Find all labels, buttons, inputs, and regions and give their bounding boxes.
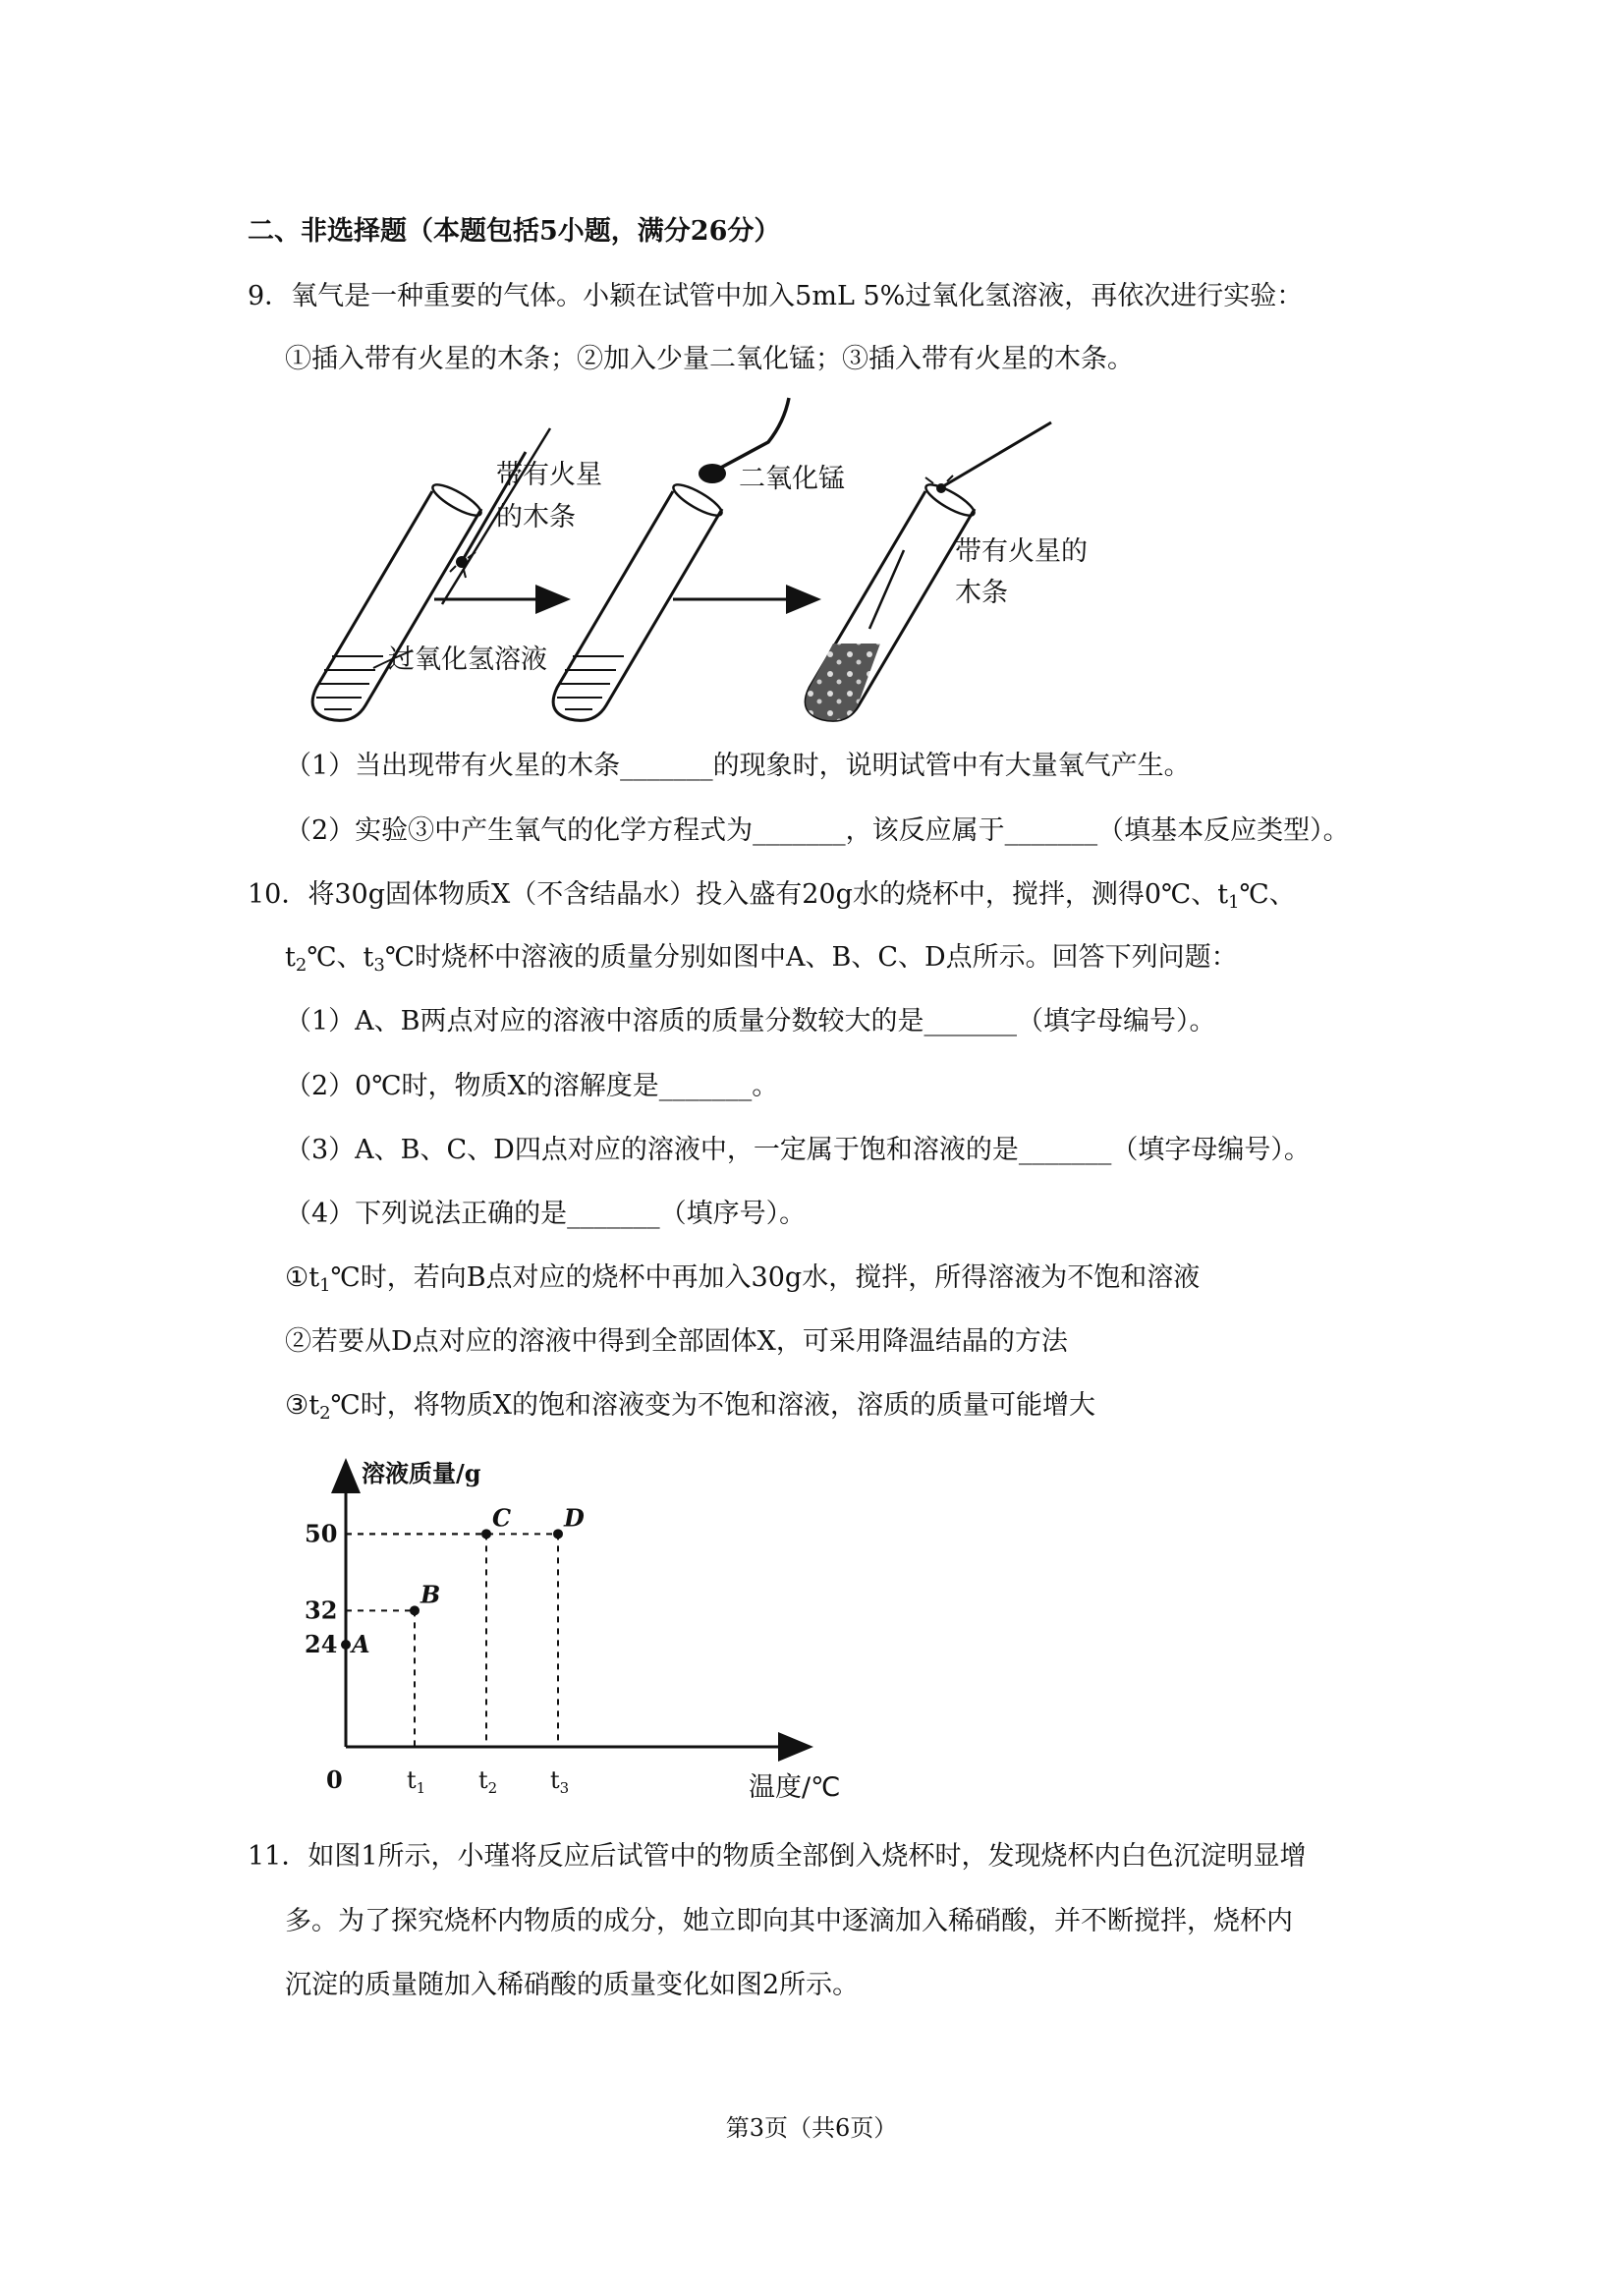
page-footer: 第3页（共6页） <box>725 2114 898 2142</box>
label-splint-1b: 的木条 <box>496 502 576 532</box>
y-tick-label-32: 32 <box>305 1596 338 1625</box>
point-label-D: D <box>564 1503 585 1533</box>
q10-stem-line1: 10．将30g固体物质X（不含结晶水）投入盛有20g水的烧杯中，搅拌，测得0℃、$t_1℃$、 <box>248 879 1296 913</box>
q10-sub3: （3）A、B、C、D四点对应的溶液中，一定属于饱和溶液的是_______（填字母编号）。 <box>285 1135 1311 1165</box>
spatula <box>717 398 789 470</box>
mno2-powder <box>699 464 726 483</box>
q10-option-3: $③t_2℃$时，将物质X的饱和溶液变为不饱和溶液，溶质的质量可能增大 <box>285 1390 1095 1424</box>
section-heading: 二、非选择题（本题包括5小题，满分26分） <box>248 216 781 247</box>
q9-test-tube-figure <box>295 393 1179 727</box>
q10-sub1: （1）A、B两点对应的溶液中溶质的质量分数较大的是_______（填字母编号）。 <box>285 1006 1216 1036</box>
test-tube-2 <box>553 398 789 720</box>
q10-sub2: （2）0℃时，物质X的溶解度是_______。 <box>285 1071 779 1101</box>
point-A <box>341 1640 351 1650</box>
point-label-C: C <box>492 1503 512 1533</box>
q10-option-2: ②若要从D点对应的溶液中得到全部固体X，可采用降温结晶的方法 <box>285 1326 1068 1357</box>
x-axis-label: 温度/℃ <box>749 1772 841 1803</box>
label-splint-1a: 带有火星 <box>496 460 602 490</box>
point-B <box>410 1605 420 1615</box>
label-splint-3b: 木条 <box>955 578 1008 608</box>
q11-line3: 沉淀的质量随加入稀硝酸的质量变化如图2所示。 <box>285 1970 860 2000</box>
q9-sub2: （2）实验③中产生氧气的化学方程式为_______，该反应属于_______（填基本反应类型）。 <box>285 815 1350 846</box>
q9-stem-line1: 9．氧气是一种重要的气体。小颖在试管中加入5mL 5%过氧化氢溶液，再依次进行实验： <box>248 281 1304 311</box>
q9-stem-line2: ①插入带有火星的木条；②加入少量二氧化锰；③插入带有火星的木条。 <box>285 344 1134 374</box>
y-tick-label-24: 24 <box>305 1630 338 1658</box>
q10-stem-line2: $t_2℃$、$t_3℃$时烧杯中溶液的质量分别如图中A、B、C、D点所示。回答下列问题： <box>285 942 1238 976</box>
x-tick-label-t1: $t_1$ <box>407 1766 426 1797</box>
point-label-B: B <box>420 1580 441 1609</box>
x-tick-label-t3: $t_3$ <box>550 1766 570 1797</box>
label-splint-3a: 带有火星的 <box>955 536 1088 567</box>
q10-sub4: （4）下列说法正确的是_______（填序号）。 <box>285 1199 807 1229</box>
point-D <box>553 1529 563 1539</box>
splint-3 <box>943 422 1051 486</box>
q9-sub1: （1）当出现带有火星的木条_______的现象时，说明试管中有大量氧气产生。 <box>285 751 1191 781</box>
x-tick-label-t2: $t_2$ <box>478 1766 498 1797</box>
label-solution: 过氧化氢溶液 <box>388 644 547 675</box>
q11-line1: 11．如图1所示，小瑾将反应后试管中的物质全部倒入烧杯时，发现烧杯内白色沉淀明显增 <box>248 1841 1307 1872</box>
y-axis-label: 溶液质量/g <box>362 1459 481 1487</box>
label-mno2: 二氧化锰 <box>739 464 845 494</box>
origin-label: 0 <box>326 1765 343 1794</box>
point-label-A: A <box>352 1630 370 1658</box>
q10-option-1: $①t_1℃$时，若向B点对应的烧杯中再加入30g水，搅拌，所得溶液为不饱和溶液 <box>285 1262 1201 1296</box>
y-tick-label-50: 50 <box>305 1519 338 1548</box>
q10-solution-mass-chart <box>305 1452 855 1806</box>
q11-line2: 多。为了探究烧杯内物质的成分，她立即向其中逐滴加入稀硝酸，并不断搅拌，烧杯内 <box>285 1906 1293 1936</box>
